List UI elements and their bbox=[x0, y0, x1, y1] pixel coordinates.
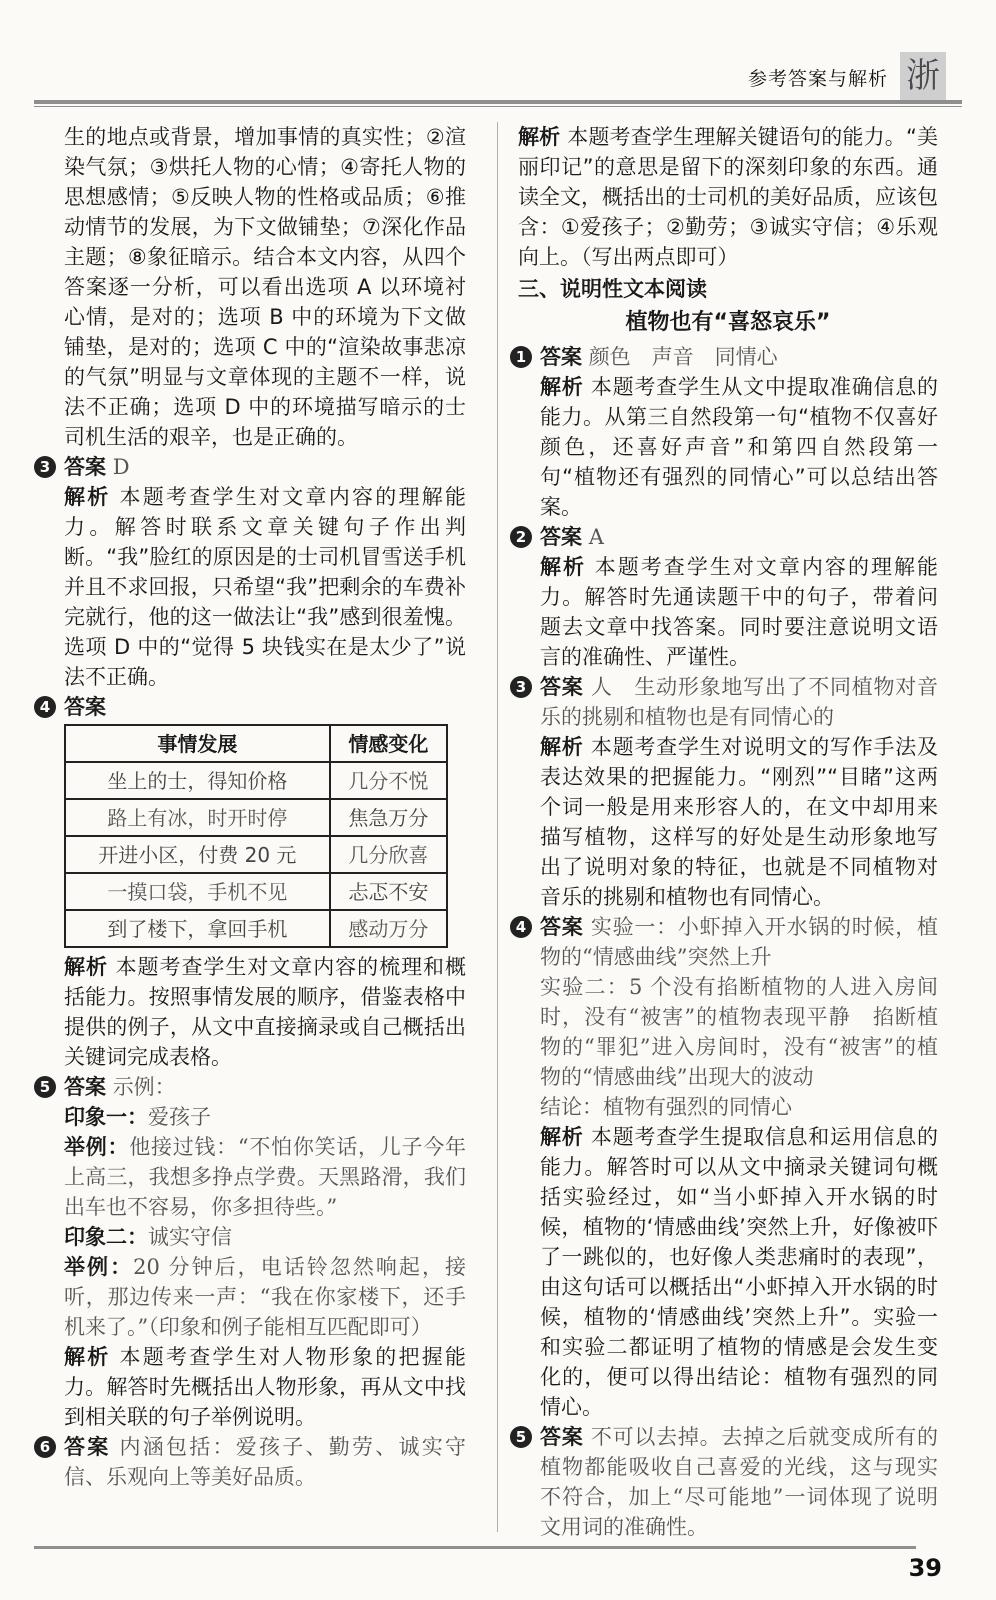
answer-text: 不可以去掉。去掉之后就变成所有的植物都能吸收自己喜爱的光线，这与现实不符合，加上“尽可能地”一词体现了说明文用词的准确性。 bbox=[540, 1425, 938, 1539]
answer-text: 人 生动形象地写出了不同植物对音乐的挑剔和植物也是有同情心的 bbox=[540, 675, 938, 729]
table-row bbox=[65, 799, 447, 836]
answer-text: 颜色 声音 同情心 bbox=[588, 345, 778, 369]
section-title: 三、说明性文本阅读 bbox=[518, 277, 707, 301]
question-3-right bbox=[515, 672, 938, 912]
question-number-badge: 1 bbox=[510, 346, 532, 368]
table-cell: 焦急万分 bbox=[330, 799, 447, 836]
table-header: 情感变化 bbox=[330, 725, 447, 762]
question-number-badge: 4 bbox=[510, 916, 532, 938]
header-rule-thin bbox=[34, 106, 962, 107]
header-rule bbox=[34, 100, 962, 104]
question-4-right bbox=[515, 912, 939, 1422]
experiment-2-label: 实验二： bbox=[540, 975, 629, 999]
column-divider bbox=[497, 122, 498, 1532]
right-column bbox=[515, 122, 939, 1542]
question-number-badge: 5 bbox=[34, 1076, 56, 1098]
table-row bbox=[65, 762, 447, 799]
question-5-right bbox=[515, 1422, 938, 1542]
example-2-text: 20 分钟后，电话铃忽然响起，接听，那边传来一声：“我在你家楼下，还手机来了。”（印象和例子能相互匹配即可） bbox=[64, 1255, 467, 1339]
q2-explanation-tail: 生的地点或背景，增加事情的真实性；②渲染气氛；③烘托人物的心情；④寄托人物的思想感情；⑤反映人物的性格或品质；⑥推动情节的发展，为下文做铺垫；⑦深化作品主题；⑧象征暗示。结合本文内容，从四个答案逐一分析，可以看出选项 A 以环境衬心情，是对的；选项 B 中的环境为下文做铺垫，是对的；选项 C 中的“渲染故事悲凉的气氛”明显与文章体现的主题不一样，说法不正确；选项 D 中的环境描写暗示的士司机生活的艰辛，也是正确的。 bbox=[64, 125, 466, 449]
experiment-1-text: 小虾掉入开水锅的时候，植物的“情感曲线”突然上升 bbox=[540, 915, 939, 969]
article-title: 植物也有“喜怒哀乐” bbox=[625, 310, 831, 335]
table-row bbox=[65, 910, 447, 947]
question-6 bbox=[39, 1432, 467, 1492]
question-number-badge: 6 bbox=[34, 1436, 56, 1458]
explanation-label: 解析 bbox=[64, 955, 108, 979]
explanation-text: 本题考查学生从文中提取准确信息的能力。从第三自然段第一句“植物不仅喜好颜色，还喜好声音”和第四自然段第一句“植物还有强烈的同情心”可以总结出答案。 bbox=[540, 375, 938, 519]
table-row bbox=[65, 836, 447, 873]
question-3 bbox=[39, 452, 467, 692]
answer-text: D bbox=[112, 455, 130, 479]
answer-label: 答案 bbox=[540, 675, 584, 699]
explanation-text: 本题考查学生对说明文的写作手法及表达效果的把握能力。“刚烈”“目睹”这两个词一般是用来形容人的，在文中却用来描写植物，这样写的好处是生动形象地写出了说明对象的特征，也就是不同植物对音乐的挑剔和植物也有同情心。 bbox=[540, 735, 938, 909]
example-1-label: 举例： bbox=[64, 1135, 130, 1159]
example-1-text: 他接过钱：“不怕你笑话，儿子今年上高三，我想多挣点学费。天黑路滑，我们出车也不容易，你多担待些。” bbox=[64, 1135, 466, 1219]
explanation-label: 解析 bbox=[64, 1345, 111, 1369]
table-cell: 坐上的士，得知价格 bbox=[65, 762, 330, 799]
conclusion-text: 植物有强烈的同情心 bbox=[603, 1095, 792, 1119]
answer-label: 答案 bbox=[64, 695, 106, 719]
table-row bbox=[65, 873, 447, 910]
answer-text: A bbox=[588, 525, 604, 549]
impression-1-text: 爱孩子 bbox=[148, 1105, 211, 1129]
question-5 bbox=[39, 1072, 467, 1432]
question-number-badge: 4 bbox=[34, 696, 56, 718]
table-cell: 忐忑不安 bbox=[330, 873, 447, 910]
province-badge: 浙 bbox=[900, 52, 946, 100]
impression-2-text: 诚实守信 bbox=[148, 1225, 232, 1249]
experiment-1-label: 实验一： bbox=[590, 915, 678, 939]
explanation-label: 解析 bbox=[540, 555, 587, 579]
table-cell: 到了楼下，拿回手机 bbox=[65, 910, 330, 947]
answer-label: 答案 bbox=[540, 345, 582, 369]
example-2-label: 举例： bbox=[64, 1255, 134, 1279]
header-title: 参考答案与解析 bbox=[747, 68, 888, 90]
answer-label: 答案 bbox=[64, 1075, 106, 1099]
explanation-label: 解析 bbox=[540, 735, 584, 759]
impression-2-label: 印象二： bbox=[64, 1225, 148, 1249]
answer-label: 答案 bbox=[540, 1425, 584, 1449]
page-number: 39 bbox=[908, 1554, 942, 1582]
question-1 bbox=[515, 342, 938, 522]
answer-text: 示例： bbox=[112, 1075, 176, 1099]
question-number-badge: 3 bbox=[510, 676, 532, 698]
explanation-label: 解析 bbox=[64, 485, 111, 509]
footer-rule bbox=[34, 1546, 916, 1549]
explanation-text: 本题考查学生理解关键语句的能力。“美丽印记”的意思是留下的深刻印象的东西。通读全文，概括出的士司机的美好品质，应该包含：①爱孩子；②勤劳；③诚实守信；④乐观向上。（写出两点即可） bbox=[518, 125, 938, 269]
explanation-label: 解析 bbox=[518, 125, 561, 149]
q7-explanation bbox=[518, 122, 938, 272]
table-cell: 几分欣喜 bbox=[330, 836, 447, 873]
table-cell: 开进小区，付费 20 元 bbox=[65, 836, 330, 873]
answer-label: 答案 bbox=[540, 525, 582, 549]
left-column bbox=[39, 122, 467, 1492]
table-cell: 一摸口袋，手机不见 bbox=[65, 873, 330, 910]
explanation-label: 解析 bbox=[540, 1125, 584, 1149]
conclusion-label: 结论： bbox=[540, 1095, 603, 1119]
answer-label: 答案 bbox=[64, 1435, 111, 1459]
answer-text: 内涵包括：爱孩子、勤劳、诚实守信、乐观向上等美好品质。 bbox=[64, 1435, 467, 1489]
explanation-text: 本题考查学生对文章内容的理解能力。解答时先通读题干中的句子，带着问题去文章中找答案。同时要注意说明文语言的准确性、严谨性。 bbox=[540, 555, 939, 669]
impression-1-label: 印象一： bbox=[64, 1105, 148, 1129]
table-cell: 路上有冰，时开时停 bbox=[65, 799, 330, 836]
explanation-label: 解析 bbox=[540, 375, 584, 399]
explanation-text: 本题考查学生对文章内容的理解能力。解答时联系文章关键句子作出判断。“我”脸红的原因是的士司机冒雪送手机并且不求回报，只希望“我”把剩余的车费补完就行，他的这一做法让“我”感到很羞愧。选项 D 中的“觉得 5 块钱实在是太少了”说法不正确。 bbox=[64, 485, 467, 689]
table-header: 事情发展 bbox=[65, 725, 330, 762]
question-number-badge: 5 bbox=[510, 1426, 532, 1448]
question-number-badge: 3 bbox=[34, 456, 56, 478]
explanation-text: 本题考查学生对人物形象的把握能力。解答时先概括出人物形象，再从文中找到相关联的句子举例说明。 bbox=[64, 1345, 467, 1429]
experiment-2-text: 5 个没有掐断植物的人进入房间时，没有“被害”的植物表现平静 掐断植物的“罪犯”进入房间时，没有“被害”的植物的“情感曲线”出现大的波动 bbox=[540, 975, 938, 1089]
question-4 bbox=[39, 692, 467, 1072]
explanation-text: 本题考查学生对文章内容的梳理和概括能力。按照事情发展的顺序，借鉴表格中提供的例子，从文中直接摘录或自己概括出关键词完成表格。 bbox=[64, 955, 467, 1069]
answer-label: 答案 bbox=[540, 915, 584, 939]
question-number-badge: 2 bbox=[510, 526, 532, 548]
emotion-table bbox=[64, 724, 448, 948]
table-cell: 几分不悦 bbox=[330, 762, 447, 799]
explanation-text: 本题考查学生提取信息和运用信息的能力。解答时可以从文中摘录关键词句概括实验经过，如“当小虾掉入开水锅的时候，植物的‘情感曲线’突然上升，好像被吓了一跳似的，也好像人类悲痛时的表现”，由这句话可以概括出“小虾掉入开水锅的时候，植物的‘情感曲线’突然上升”。实验一和实验二都证明了植物的情感是会发生变化的，便可以得出结论：植物有强烈的同情心。 bbox=[540, 1125, 938, 1419]
answer-label: 答案 bbox=[64, 455, 106, 479]
question-2 bbox=[515, 522, 939, 672]
table-cell: 感动万分 bbox=[330, 910, 447, 947]
